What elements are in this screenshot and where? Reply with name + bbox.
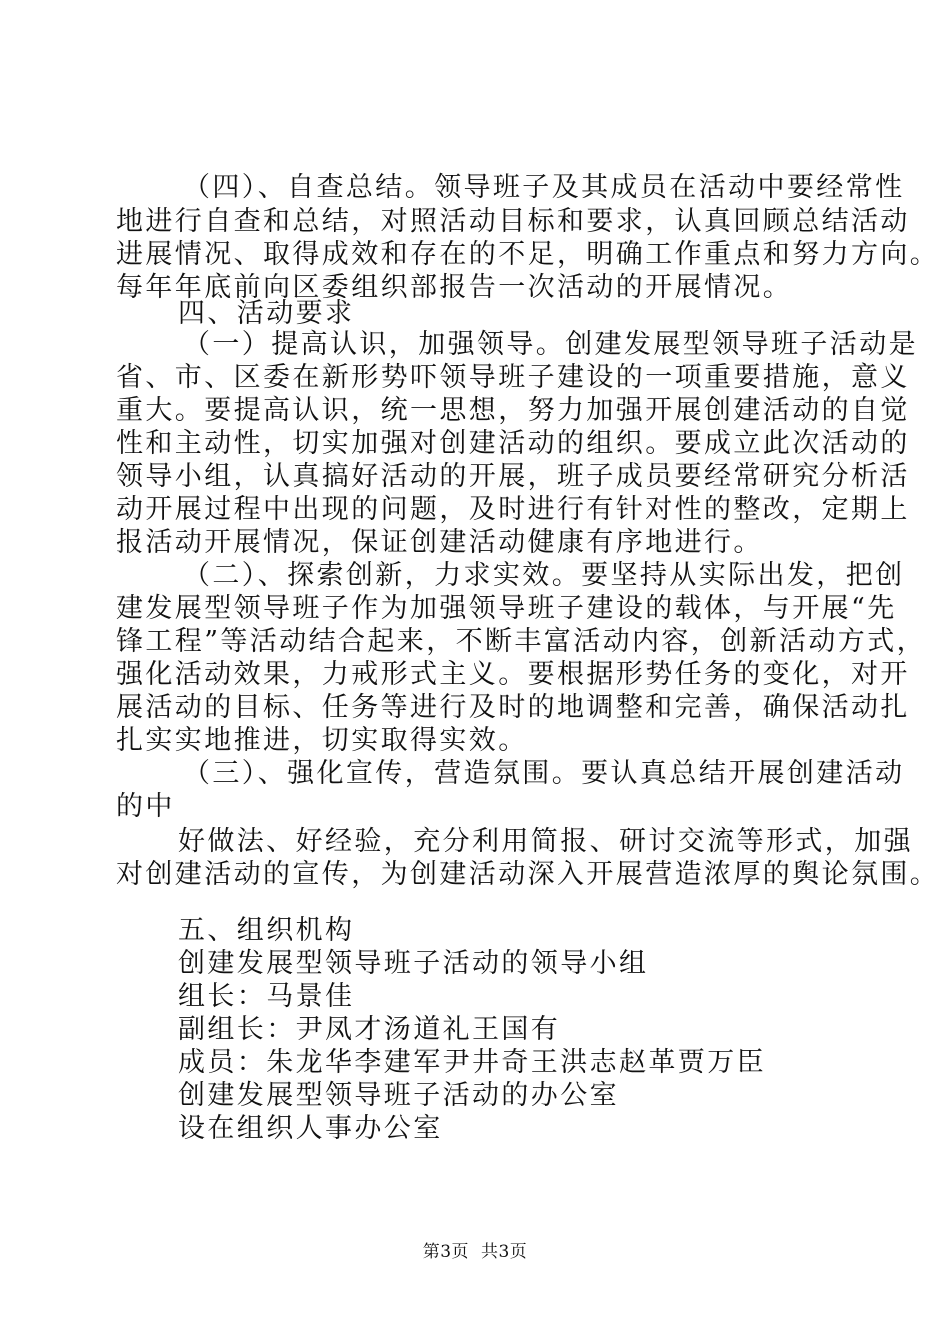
paragraph-line: 动开展过程中出现的问题，及时进行有针对性的整改，定期上 — [116, 494, 910, 525]
page-footer — [0, 1241, 950, 1263]
paragraph-line: （四）、自查总结。领导班子及其成员在活动中要经常性 — [183, 172, 905, 203]
paragraph-line: 重大。要提高认识，统一思想，努力加强开展创建活动的自觉 — [116, 395, 910, 426]
paragraph-line: 展活动的目标、任务等进行及时的地调整和完善，确保活动扎 — [116, 692, 910, 723]
paragraph-line: （三）、强化宣传，营造氛围。要认真总结开展创建活动 — [183, 758, 905, 789]
list-line: 副组长：尹凤才汤道礼王国有 — [178, 1014, 561, 1045]
page-total: 共3页 — [480, 1242, 528, 1262]
list-line: 设在组织人事办公室 — [178, 1113, 443, 1144]
paragraph-line: 扎实实地推进，切实取得实效。 — [116, 725, 528, 756]
paragraph-line: （二）、探索创新，力求实效。要坚持从实际出发，把创 — [183, 560, 905, 591]
paragraph-line: 领导小组，认真搞好活动的开展，班子成员要经常研究分析活 — [116, 461, 910, 492]
paragraph-line: 对创建活动的宣传，为创建活动深入开展营造浓厚的舆论氛围。 — [116, 859, 940, 890]
list-line: 组长：马景佳 — [178, 981, 355, 1012]
paragraph-line: 地进行自查和总结，对照活动目标和要求，认真回顾总结活动 — [116, 206, 910, 237]
section-heading: 五、组织机构 — [178, 915, 355, 946]
paragraph-line: 性和主动性，切实加强对创建活动的组织。要成立此次活动的 — [116, 428, 910, 459]
paragraph-line: 好做法、好经验，充分利用简报、研讨交流等形式，加强 — [178, 826, 913, 857]
paragraph-line: 锋工程”等活动结合起来，不断丰富活动内容，创新活动方式， — [116, 626, 927, 657]
list-line: 创建发展型领导班子活动的领导小组 — [178, 948, 649, 979]
paragraph-line: 强化活动效果，力戒形式主义。要根据形势任务的变化，对开 — [116, 659, 910, 690]
paragraph-line: （一）提高认识，加强领导。创建发展型领导班子活动是 — [183, 329, 918, 360]
paragraph-line: 报活动开展情况，保证创建活动健康有序地进行。 — [116, 527, 763, 558]
paragraph-line: 的中 — [116, 791, 175, 822]
list-line: 成员：朱龙华李建军尹井奇王洪志赵革贾万臣 — [178, 1047, 766, 1078]
page-number: 第3页 — [422, 1242, 470, 1262]
paragraph-line: 省、市、区委在新形势吓领导班子建设的一项重要措施，意义 — [116, 362, 910, 393]
list-line: 创建发展型领导班子活动的办公室 — [178, 1080, 619, 1111]
paragraph-line: 进展情况、取得成效和存在的不足，明确工作重点和努力方向。 — [116, 239, 940, 270]
paragraph-line: 建发展型领导班子作为加强领导班子建设的载体，与开展“先 — [116, 593, 897, 624]
paragraph-line: 每年年底前向区委组织部报告一次活动的开展情况。 — [116, 272, 793, 303]
section-heading: 四、活动要求 — [178, 298, 355, 329]
